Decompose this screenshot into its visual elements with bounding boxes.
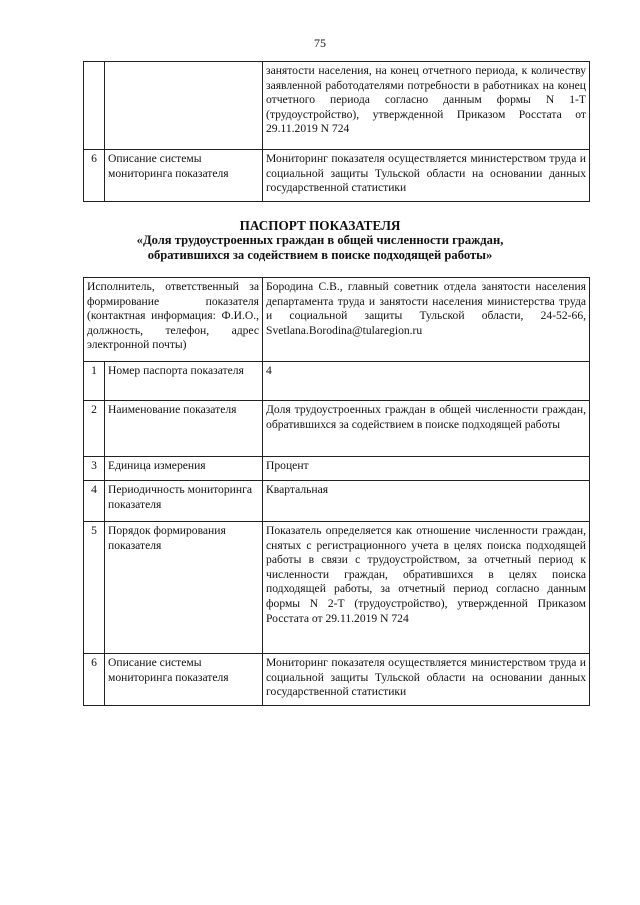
passport-table [83,277,590,706]
row-label: Единица измерения [105,457,263,481]
table-row [84,62,590,150]
row-number: 4 [84,481,105,522]
row-label: Описание системы мониторинга показателя [105,150,263,202]
row-label [105,62,263,150]
row-value: Процент [263,457,590,481]
table-row [84,522,590,654]
row-value: занятости населения, на конец отчетного периода, к количеству заявленной работодателями потребности в работниках на конец отчетного периода согласно данным формы N 1-Т (трудоустройство), утвержденной Приказом Росстата от 29.11.2019 N 724 [263,62,590,150]
row-label: Описание системы мониторинга показателя [105,654,263,706]
continued-passport-table [83,61,590,202]
row-value: Доля трудоустроенных граждан в общей численности граждан, обратившихся за содействием в поиске подходящей работы [263,401,590,457]
row-number: 1 [84,362,105,401]
table-row [84,278,590,362]
row-number: 5 [84,522,105,654]
row-label: Периодичность мониторинга показателя [105,481,263,522]
executor-label: Исполнитель, ответственный за формирование показателя (контактная информация: Ф.И.О., должность, телефон, адрес электронной почты) [84,278,263,362]
row-label: Номер паспорта показателя [105,362,263,401]
row-value: Показатель определяется как отношение численности граждан, снятых с регистрационного учета в целях поиска подходящей работы в связи с трудоустройством, за отчетный период к численности граждан, обратившихся в целях поиска подходящей работы, за отчетный период согласно данным формы N 2-Т (трудоустройство), утвержденной Приказом Росстата от 29.11.2019 N 724 [263,522,590,654]
passport-subtitle-line-1: «Доля трудоустроенных граждан в общей численности граждан, [136,233,504,247]
row-label: Порядок формирования показателя [105,522,263,654]
row-value: Мониторинг показателя осуществляется министерством труда и социальной защиты Тульской области на основании данных государственной статистики [263,150,590,202]
table-row [84,362,590,401]
row-value: 4 [263,362,590,401]
passport-subtitle-line-2: обратившихся за содействием в поиске подходящей работы» [147,248,493,262]
page-number: 75 [314,36,326,50]
executor-value: Бородина С.В., главный советник отдела занятости населения департамента труда и занятости населения министерства труда и социальной защиты Тульской области, 24-52-66, Svetlana.Borodina@tularegion.ru [263,278,590,362]
table-row [84,401,590,457]
row-number: 6 [84,150,105,202]
row-number: 3 [84,457,105,481]
row-number: 6 [84,654,105,706]
row-number [84,62,105,150]
row-label: Наименование показателя [105,401,263,457]
passport-title: ПАСПОРТ ПОКАЗАТЕЛЯ [239,218,401,233]
passport-heading [0,218,640,263]
table-row [84,654,590,706]
table-row [84,481,590,522]
table-row [84,150,590,202]
row-number: 2 [84,401,105,457]
row-value: Квартальная [263,481,590,522]
table-row [84,457,590,481]
row-value: Мониторинг показателя осуществляется министерством труда и социальной защиты Тульской области на основании данных государственной статистики [263,654,590,706]
